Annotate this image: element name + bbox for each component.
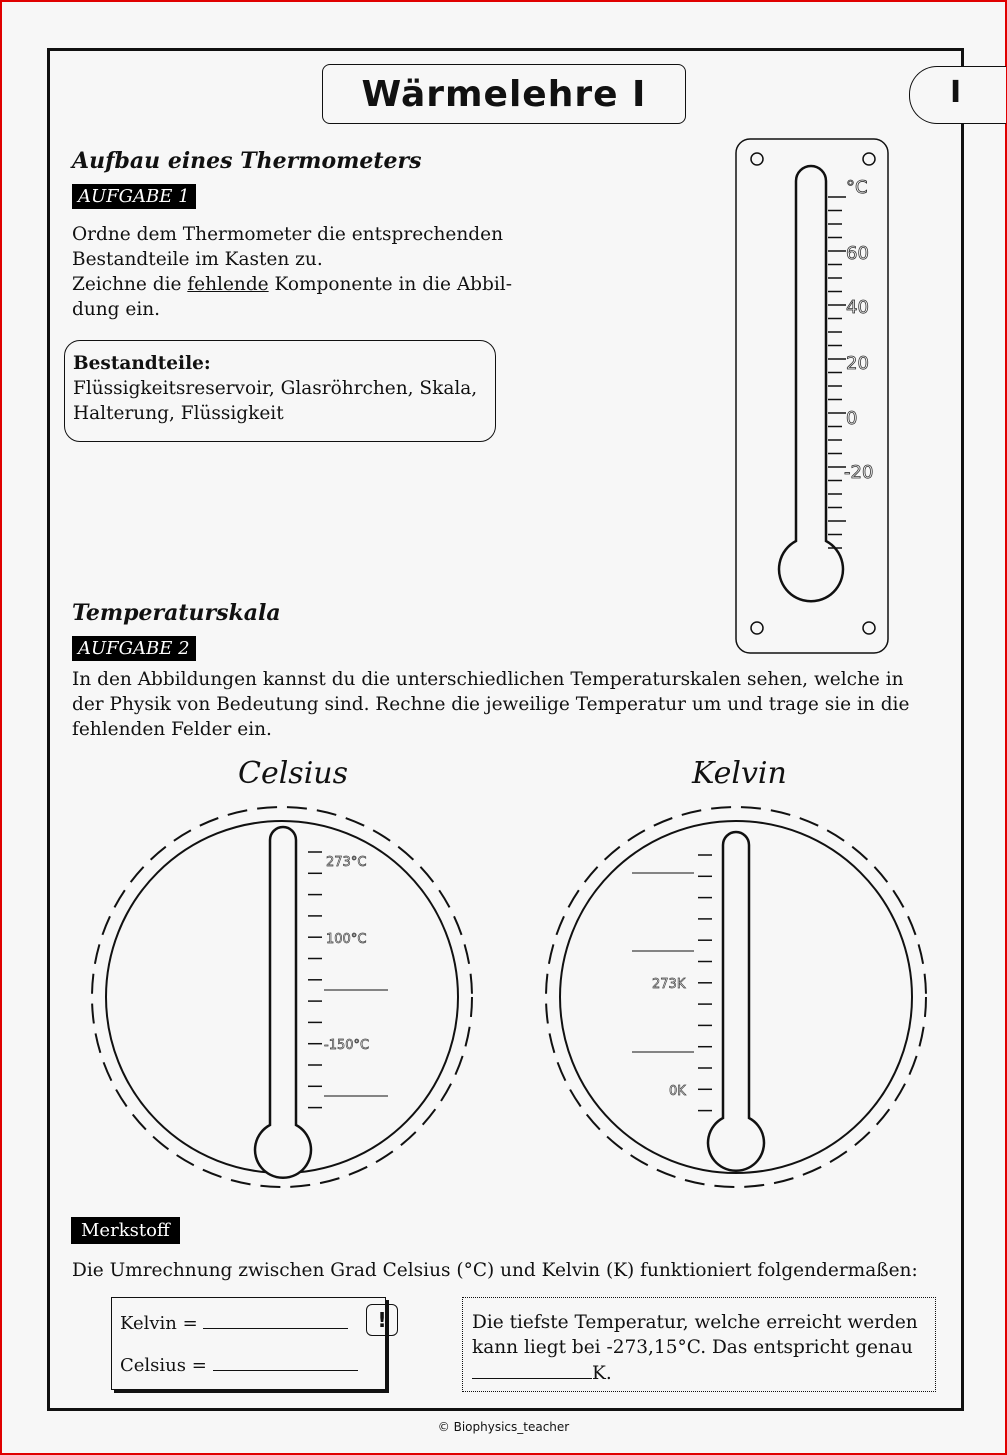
note-line	[472, 1360, 927, 1386]
note-line: kann liegt bei -273,15°C. Das entspricht genau	[472, 1337, 913, 1358]
celsius-formula-label: Celsius =	[120, 1355, 207, 1376]
section2-heading: Temperaturskala	[72, 600, 281, 626]
kelvin-label: 0K	[669, 1084, 686, 1099]
warning-icon: !	[366, 1304, 398, 1336]
note-unit: K.	[592, 1363, 612, 1384]
page-title: Wärmelehre I	[322, 64, 686, 124]
scale-label: -20	[844, 462, 874, 483]
kelvin-label: 273K	[652, 977, 686, 992]
celsius-scale	[88, 800, 480, 1200]
scale-label: 60	[846, 243, 869, 264]
scale-label: 40	[846, 297, 869, 318]
footer-copyright: © Biophysics_teacher	[437, 1420, 570, 1434]
celsius-label: 100°C	[326, 932, 367, 947]
formula-box	[111, 1297, 386, 1390]
task2-badge: AUFGABE 2	[72, 636, 196, 661]
celsius-label: -150°C	[324, 1038, 370, 1053]
task1-badge: AUFGABE 1	[72, 184, 196, 209]
task2-line: fehlenden Felder ein.	[72, 719, 272, 740]
note-line: Die tiefste Temperatur, welche erreicht werden	[472, 1312, 918, 1333]
kelvin-answer-line[interactable]	[203, 1310, 348, 1329]
celsius-label: 273°C	[326, 855, 367, 870]
task1-line	[72, 272, 512, 297]
task2-line: In den Abbildungen kannst du die unterschiedlichen Temperaturskalen sehen, welche in	[72, 669, 904, 690]
merkstoff-badge: Merkstoff	[71, 1217, 180, 1244]
task1-text: Komponente in die Abbil-	[268, 274, 512, 295]
task1-emphasis: fehlende	[187, 274, 269, 295]
thermometer-diagram	[734, 137, 892, 657]
merkstoff-sentence: Die Umrechnung zwischen Grad Celsius (°C) und Kelvin (K) funktioniert folgendermaßen:	[72, 1260, 918, 1281]
note-text	[472, 1310, 927, 1386]
scale-label: 0	[846, 408, 858, 429]
task1-instructions	[72, 222, 512, 322]
components-title: Bestandteile:	[73, 353, 211, 374]
celsius-formula	[120, 1352, 358, 1376]
components-text	[73, 351, 477, 426]
task1-line: dung ein.	[72, 299, 161, 320]
page-number-tab	[909, 66, 1006, 124]
section1-heading: Aufbau eines Thermometers	[72, 148, 422, 174]
celsius-title: Celsius	[238, 756, 349, 791]
task2-instructions	[72, 667, 909, 742]
kelvin-formula	[120, 1310, 348, 1334]
task1-text: Zeichne die	[72, 274, 188, 295]
page-number: I	[950, 75, 962, 110]
celsius-answer-line[interactable]	[213, 1352, 358, 1371]
components-line: Halterung, Flüssigkeit	[73, 403, 284, 424]
kelvin-scale	[540, 800, 932, 1200]
note-box	[462, 1297, 936, 1392]
task1-line: Ordne dem Thermometer die entsprechenden	[72, 224, 503, 245]
components-box	[64, 340, 496, 442]
kelvin-title: Kelvin	[692, 756, 787, 791]
task2-line: der Physik von Bedeutung sind. Rechne die jeweilige Temperatur um und trage sie in die	[72, 694, 910, 715]
kelvin-formula-label: Kelvin =	[120, 1313, 198, 1334]
unit-label: °C	[846, 177, 868, 198]
task1-line: Bestandteile im Kasten zu.	[72, 249, 323, 270]
scale-label: 20	[846, 353, 869, 374]
components-line: Flüssigkeitsreservoir, Glasröhrchen, Skala,	[73, 378, 478, 399]
note-answer-line[interactable]	[472, 1360, 592, 1379]
